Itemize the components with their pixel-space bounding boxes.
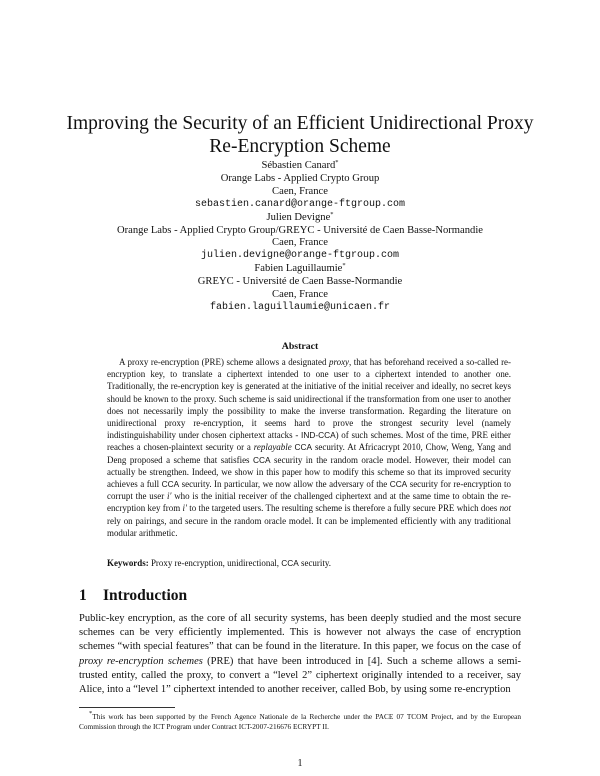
paper-title	[60, 112, 540, 158]
author-name: Julien Devigne*	[266, 210, 334, 223]
author-block	[40, 160, 560, 315]
author-affiliation: Orange Labs - Applied Crypto Group	[220, 172, 380, 184]
author-location: Caen, France	[272, 289, 328, 301]
author-affiliation: Orange Labs - Applied Crypto Group/GREYC - Université de Caen Basse-Normandie	[117, 224, 483, 236]
author-email[interactable]: sebastien.canard@orange-ftgroup.com	[194, 198, 406, 210]
section-number: 1	[79, 587, 87, 604]
section-title: Introduction	[103, 587, 188, 604]
title-line-2: Re-Encryption Scheme	[209, 136, 391, 157]
title-line-1: Improving the Security of an Efficient Unidirectional Proxy	[66, 113, 534, 134]
abstract-text: A proxy re-encryption (PRE) scheme allows a designated proxy, that has beforehand received a so-called re-encryption key, to translate a ciphertext intended to one user to a ciphertext intended to another one. Traditionally, the re-encryption key is generated at the initiative of the initial receiver and ideally, no secret keys should be known to the proxy. Such scheme is said unidirectional if the transformation from one user to another does not necessarily imply the possibility to make the inverse transformation. Regarding the literature on unidirectional proxy re-encryption, it seems hard to prove the strongest security level (namely indistinguishability under chosen ciphertext attacks - IND-CCA) of such schemes. Most of the time, PRE either reaches a chosen-plaintext security or a replayable CCA security. At Africacrypt 2010, Chow, Weng, Yang and Deng proposed a scheme that satisfies CCA security in the random oracle model. However, their model can actually be strengthen. Indeed, we show in this paper how to modify this scheme so that its improved security achieves a full CCA security. In particular, we now allow the adversary of the CCA security for re-encryption to corrupt the user i′ who is the initial receiver of the challenged ciphertext and at the same time to obtain the re-encryption key from i′ to the targeted users. The resulting scheme is therefore a fully secure PRE which does not rely on pairings, and secure in the random oracle model. It can be implemented efficiently with any traditional modular arithmetic.	[107, 357, 511, 538]
author-email[interactable]: julien.devigne@orange-ftgroup.com	[200, 250, 400, 262]
author-name: Sébastien Canard*	[261, 159, 339, 171]
author-location: Caen, France	[272, 237, 328, 249]
footnote-rule	[79, 707, 175, 708]
footnote: *This work has been supported by the French Agence Nationale de la Recherche under the PACE 07 TCOM Project, and by the European Commission through the ICT Program under Contract ICT-2007-216676 ECRYPT II.	[79, 710, 521, 732]
abstract-heading: Abstract	[281, 341, 319, 352]
author-email[interactable]: fabien.laguillaumie@unicaen.fr	[209, 301, 391, 313]
author-affiliation: GREYC - Université de Caen Basse-Normandie	[197, 276, 403, 288]
page-number: 1	[297, 758, 303, 769]
keywords: Keywords: Proxy re-encryption, unidirectional, CCA security.	[107, 558, 331, 568]
section-heading	[79, 587, 187, 605]
author-name: Fabien Laguillaumie*	[254, 262, 346, 275]
intro-paragraph: Public-key encryption, as the core of all security systems, has been deeply studied and the most secure schemes can be very efficiently implemented. This is however not always the case of encryption schemes “with special features” that can be found in the literature. In this paper, we focus on the case of proxy re-encryption schemes (PRE) that have been introduced in [4]. Such a scheme allows a semi-trusted entity, called the proxy, to convert a “level 2” ciphertext originally intended to a receiver, say Alice, into a “level 1” ciphertext intended to another receiver, called Bob, by using some re-encryption	[79, 613, 521, 696]
author-location: Caen, France	[272, 185, 328, 197]
